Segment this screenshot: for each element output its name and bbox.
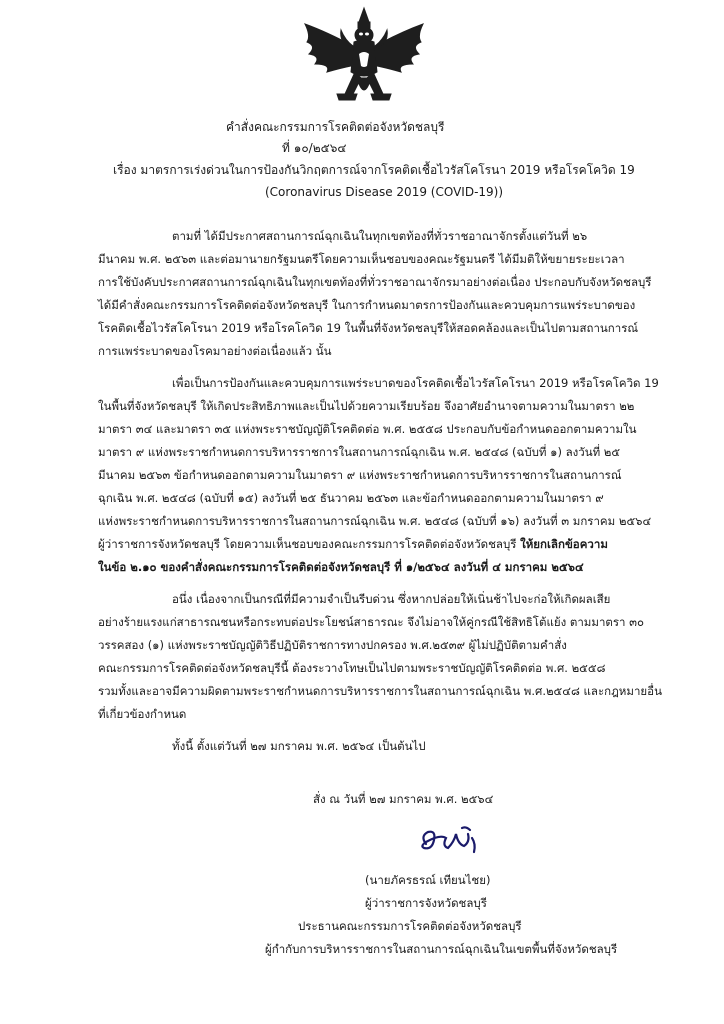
signature bbox=[418, 824, 480, 858]
order-title: คำสั่งคณะกรรมการโรคติดต่อจังหวัดชลบุรี bbox=[226, 120, 445, 134]
paragraph3-line2: อย่างร้ายแรงแก่สาธารณชนหรือกระทบต่อประโยชน์สาธารณะ จึงไม่อาจให้คู่กรณีใช้สิทธิโต้แย้ง ตามมาตรา ๓๐ bbox=[98, 615, 645, 629]
paragraph2-line6: ฉุกเฉิน พ.ศ. ๒๕๔๘ (ฉบับที่ ๑๕) ลงวันที่ ๒๕ ธันวาคม ๒๕๖๓ และข้อกำหนดออกตามความในมาตรา ๙ bbox=[98, 491, 604, 505]
paragraph3-line3: วรรคสอง (๑) แห่งพระราชบัญญัติวิธีปฏิบัติราชการทางปกครอง พ.ศ.๒๕๓๙ ผู้ไม่ปฏิบัติตามคำสั่ง bbox=[98, 638, 567, 652]
paragraph2-line7: แห่งพระราชกำหนดการบริหารราชการในสถานการณ์ฉุกเฉิน พ.ศ. ๒๕๔๘ (ฉบับที่ ๑๖) ลงวันที่ ๓ มกราคม ๒๕๖๔ bbox=[98, 514, 652, 528]
paragraph3-line4: คณะกรรมการโรคติดต่อจังหวัดชลบุรีนี้ ต้องระวางโทษเป็นไปตามพระราชบัญญัติโรคติดต่อ พ.ศ. ๒๕๕๘ bbox=[98, 661, 606, 675]
ordered-date: สั่ง ณ วันที่ ๒๗ มกราคม พ.ศ. ๒๕๖๔ bbox=[313, 792, 494, 806]
paragraph1-line5: โรคติดเชื้อไวรัสโคโรนา 2019 หรือโรคโควิด 19 ในพื้นที่จังหวัดชลบุรีให้สอดคล้องและเป็นไปตามสถานการณ์ bbox=[98, 321, 639, 335]
signatory-title-governor: ผู้ว่าราชการจังหวัดชลบุรี bbox=[365, 896, 487, 910]
paragraph2-line2: ในพื้นที่จังหวัดชลบุรี ให้เกิดประสิทธิภาพและเป็นไปด้วยความเรียบร้อย จึงอาศัยอำนาจตามความในมาตรา ๒๒ bbox=[98, 399, 635, 413]
paragraph3-line1: อนึ่ง เนื่องจากเป็นกรณีที่มีความจำเป็นรีบด่วน ซึ่งหากปล่อยให้เนิ่นช้าไปจะก่อให้เกิดผลเสีย bbox=[172, 592, 611, 606]
paragraph2-line9: ในข้อ ๒.๑๐ ของคำสั่งคณะกรรมการโรคติดต่อจังหวัดชลบุรี ที่ ๑/๒๕๖๔ ลงวันที่ ๔ มกราคม ๒๕๖๔ bbox=[98, 560, 584, 574]
paragraph2-line8-text: ผู้ว่าราชการจังหวัดชลบุรี โดยความเห็นชอบของคณะกรรมการโรคติดต่อจังหวัดชลบุรี bbox=[98, 537, 521, 551]
paragraph2-line3: มาตรา ๓๔ และมาตรา ๓๕ แห่งพระราชบัญญัติโรคติดต่อ พ.ศ. ๒๕๕๘ ประกอบกับข้อกำหนดออกตามความใน bbox=[98, 422, 637, 436]
paragraph2-line8-bold: ให้ยกเลิกข้อความ bbox=[520, 537, 608, 551]
paragraph2-line1: เพื่อเป็นการป้องกันและควบคุมการแพร่ระบาดของโรคติดเชื้อไวรัสโคโรนา 2019 หรือโรคโควิด 19 bbox=[172, 376, 659, 390]
signatory-name: (นายภัครธรณ์ เทียนไชย) bbox=[365, 873, 491, 887]
paragraph2-line8 bbox=[98, 536, 608, 553]
paragraph1-line2: มีนาคม พ.ศ. ๒๕๖๓ และต่อมานายกรัฐมนตรีโดยความเห็นชอบของคณะรัฐมนตรี ได้มีมติให้ขยายระยะเวลา bbox=[98, 252, 625, 266]
paragraph2-line5: มีนาคม ๒๕๖๓ ข้อกำหนดออกตามความในมาตรา ๙ แห่งพระราชกำหนดการบริหารราชการในสถานการณ์ bbox=[98, 468, 622, 482]
paragraph3-line6: ที่เกี่ยวข้องกำหนด bbox=[98, 707, 187, 721]
effective-date: ทั้งนี้ ตั้งแต่วันที่ ๒๗ มกราคม พ.ศ. ๒๕๖๔ เป็นต้นไป bbox=[172, 739, 426, 753]
paragraph2-line4: มาตรา ๙ แห่งพระราชกำหนดการบริหารราชการในสถานการณ์ฉุกเฉิน พ.ศ. ๒๕๔๘ (ฉบับที่ ๑) ลงวันที่ ๒๕ bbox=[98, 445, 621, 459]
order-subject-english: (Coronavirus Disease 2019 (COVID-19)) bbox=[265, 185, 504, 199]
order-subject: เรื่อง มาตรการเร่งด่วนในการป้องกันวิกฤตการณ์จากโรคติดเชื้อไวรัสโคโรนา 2019 หรือโรคโควิด 19 bbox=[113, 163, 635, 177]
order-number: ที่ ๑๐/๒๕๖๔ bbox=[282, 141, 347, 155]
paragraph3-line5: รวมทั้งและอาจมีความผิดตามพระราชกำหนดการบริหารราชการในสถานการณ์ฉุกเฉิน พ.ศ.๒๕๔๘ และกฎหมายอื่น bbox=[98, 684, 662, 698]
paragraph1-line6: การแพร่ระบาดของโรคมาอย่างต่อเนื่องแล้ว นั้น bbox=[98, 344, 332, 358]
signatory-title-chairman: ประธานคณะกรรมการโรคติดต่อจังหวัดชลบุรี bbox=[298, 919, 522, 933]
signatory-title-supervisor: ผู้กำกับการบริหารราชการในสถานการณ์ฉุกเฉินในเขตพื้นที่จังหวัดชลบุรี bbox=[265, 942, 618, 956]
paragraph1-line1: ตามที่ ได้มีประกาศสถานการณ์ฉุกเฉินในทุกเขตท้องที่ทั่วราชอาณาจักรตั้งแต่วันที่ ๒๖ bbox=[172, 229, 588, 243]
paragraph1-line4: ได้มีคำสั่งคณะกรรมการโรคติดต่อจังหวัดชลบุรี ในการกำหนดมาตรการป้องกันและควบคุมการแพร่ระบาดของ bbox=[98, 298, 636, 312]
garuda-emblem-icon bbox=[297, 2, 431, 110]
paragraph1-line3: การใช้บังคับประกาศสถานการณ์ฉุกเฉินในทุกเขตท้องที่ทั่วราชอาณาจักรมาอย่างต่อเนื่อง ประกอบกับจังหวัดชลบุรี bbox=[98, 275, 652, 289]
